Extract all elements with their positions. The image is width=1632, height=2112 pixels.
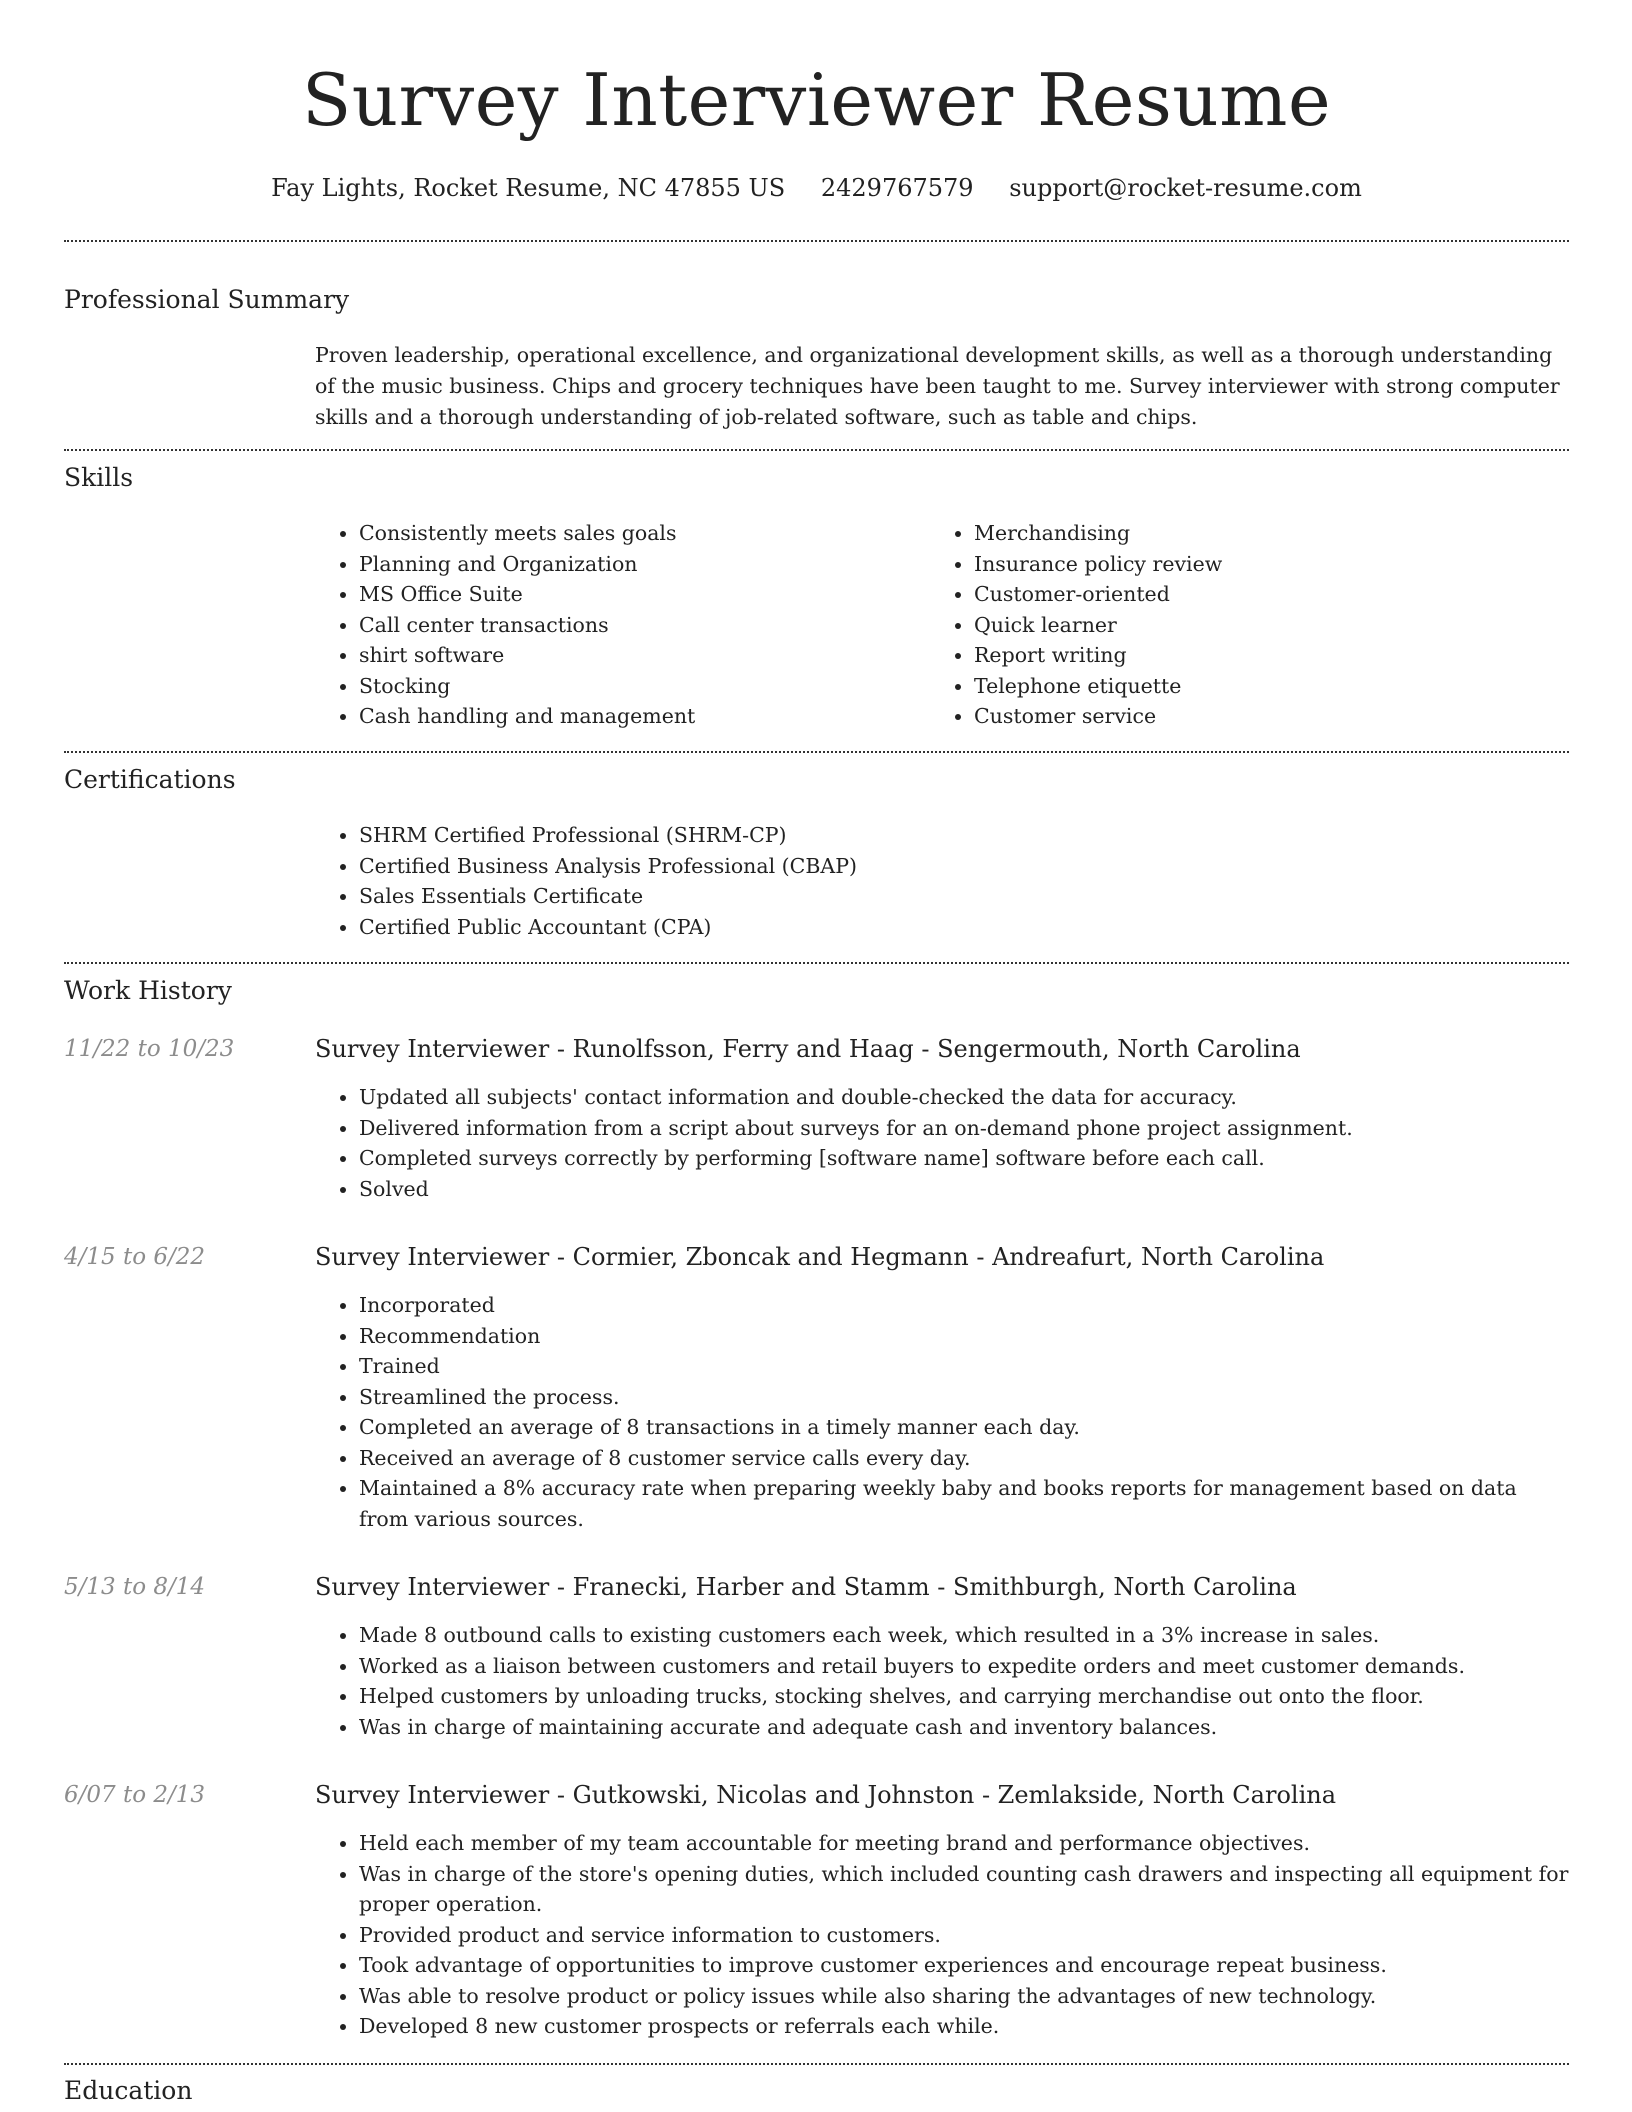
section-divider — [64, 751, 1569, 753]
job-title: Survey Interviewer - Cormier, Zboncak and Hegmann - Andreafurt, North Carolina — [315, 1243, 1325, 1271]
job-bullet: • Held each member of my team accountable for meeting brand and performance objectives. — [359, 1828, 1569, 1859]
skill-item: • Consistently meets sales goals — [359, 518, 919, 549]
skill-item: • Customer-oriented — [974, 579, 1574, 610]
job-dates: 11/22 to 10/23 — [64, 1036, 235, 1062]
job-bullet: • Maintained a 8% accuracy rate when preparing weekly baby and books reports for management based on data from various sources. — [359, 1473, 1569, 1534]
job-bullet: • Received an average of 8 customer service calls every day. — [359, 1443, 1569, 1474]
contact-address: Fay Lights, Rocket Resume, NC 47855 US — [271, 174, 786, 202]
resume-title: Survey Interviewer Resume — [301, 58, 1332, 142]
job-bullet: • Took advantage of opportunities to improve customer experiences and encourage repeat business. — [359, 1950, 1569, 1981]
job-bullet: • Solved — [359, 1174, 1569, 1205]
job-title: Survey Interviewer - Franecki, Harber and Stamm - Smithburgh, North Carolina — [315, 1573, 1297, 1601]
skill-item: • MS Office Suite — [359, 579, 919, 610]
job-bullet: • Provided product and service information to customers. — [359, 1920, 1569, 1951]
job-dates: 5/13 to 8/14 — [64, 1574, 206, 1600]
skill-item: • Telephone etiquette — [974, 671, 1574, 702]
summary-text: Proven leadership, operational excellence, and organizational development skills, as well as a thorough understanding of the music business. Chips and grocery techniques have been taught to me. Survey interviewer with strong computer skills and a thorough understanding of job-related software, such as table and chips. — [315, 343, 1560, 429]
contact-phone: 2429767579 — [820, 174, 974, 202]
job-bullet: • Worked as a liaison between customers and retail buyers to expedite orders and meet customer demands. — [359, 1651, 1569, 1682]
job-bullet: • Streamlined the process. — [359, 1382, 1569, 1413]
job-dates: 6/07 to 2/13 — [64, 1782, 206, 1808]
section-heading-summary: Professional Summary — [64, 285, 350, 314]
job-bullet: • Delivered information from a script about surveys for an on-demand phone project assignment. — [359, 1113, 1569, 1144]
skill-item: • Report writing — [974, 640, 1574, 671]
job-bullets — [315, 1620, 1569, 1742]
job-title: Survey Interviewer - Gutkowski, Nicolas and Johnston - Zemlakside, North Carolina — [315, 1781, 1337, 1809]
section-divider — [64, 2063, 1569, 2065]
skill-item: • Call center transactions — [359, 610, 919, 641]
skill-item: • Stocking — [359, 671, 919, 702]
job-bullet: • Completed surveys correctly by performing [software name] software before each call. — [359, 1143, 1569, 1174]
job-bullet: • Recommendation — [359, 1321, 1569, 1352]
job-dates: 4/15 to 6/22 — [64, 1244, 206, 1270]
job-bullets — [315, 1290, 1569, 1534]
job-bullet: • Trained — [359, 1351, 1569, 1382]
job-bullet: • Developed 8 new customer prospects or referrals each while. — [359, 2011, 1569, 2042]
section-divider — [64, 449, 1569, 451]
job-bullet: • Helped customers by unloading trucks, stocking shelves, and carrying merchandise out onto the floor. — [359, 1681, 1569, 1712]
skill-item: • Customer service — [974, 701, 1574, 732]
skill-item: • Planning and Organization — [359, 549, 919, 580]
certification-item: • Sales Essentials Certificate — [359, 881, 1569, 912]
contact-info — [64, 170, 1569, 206]
job-bullet: • Was in charge of maintaining accurate and adequate cash and inventory balances. — [359, 1712, 1569, 1743]
certification-item: • Certified Public Accountant (CPA) — [359, 912, 1569, 943]
skill-item: • Merchandising — [974, 518, 1574, 549]
skill-item: • Cash handling and management — [359, 701, 919, 732]
section-heading-skills: Skills — [64, 463, 134, 492]
skill-item: • Insurance policy review — [974, 549, 1574, 580]
job-title: Survey Interviewer - Runolfsson, Ferry and Haag - Sengermouth, North Carolina — [315, 1035, 1301, 1063]
section-divider — [64, 962, 1569, 964]
section-heading-certifications: Certifications — [64, 765, 236, 794]
job-bullet: • Updated all subjects' contact information and double-checked the data for accuracy. — [359, 1082, 1569, 1113]
job-bullet: • Was able to resolve product or policy issues while also sharing the advantages of new technology. — [359, 1981, 1569, 2012]
skill-item: • shirt software — [359, 640, 919, 671]
certification-item: • Certified Business Analysis Professional (CBAP) — [359, 851, 1569, 882]
section-heading-work-history: Work History — [64, 976, 232, 1005]
job-bullet: • Incorporated — [359, 1290, 1569, 1321]
section-divider — [64, 240, 1569, 242]
job-bullet: • Completed an average of 8 transactions in a timely manner each day. — [359, 1412, 1569, 1443]
skills-list-right — [930, 518, 1574, 732]
job-bullets — [315, 1828, 1569, 2042]
job-bullets — [315, 1082, 1569, 1204]
section-heading-education: Education — [64, 2076, 193, 2105]
certification-item: • SHRM Certified Professional (SHRM-CP) — [359, 820, 1569, 851]
job-bullet: • Made 8 outbound calls to existing customers each week, which resulted in a 3% increase in sales. — [359, 1620, 1569, 1651]
contact-email: support@rocket-resume.com — [1009, 174, 1362, 202]
certifications-list — [315, 820, 1569, 942]
skills-list-left — [315, 518, 919, 732]
job-bullet: • Was in charge of the store's opening duties, which included counting cash drawers and inspecting all equipment for proper operation. — [359, 1859, 1569, 1920]
skill-item: • Quick learner — [974, 610, 1574, 641]
